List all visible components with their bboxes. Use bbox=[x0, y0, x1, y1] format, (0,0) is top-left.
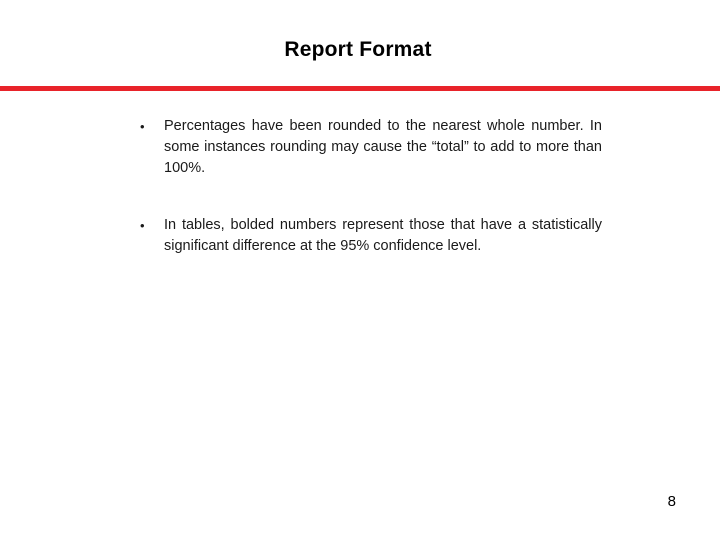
page-number: 8 bbox=[667, 493, 676, 510]
bullet-text: Percentages have been rounded to the nearest whole number. In some instances rounding may cause the “total” to add to more than 100%. bbox=[164, 118, 602, 176]
bullet-dot-icon: • bbox=[140, 119, 145, 134]
slide-title: Report Format bbox=[284, 38, 432, 61]
title-divider bbox=[0, 86, 720, 91]
bullet-dot-icon: • bbox=[140, 218, 145, 233]
bullet-item bbox=[140, 215, 602, 257]
bullet-text: In tables, bolded numbers represent those that have a statistically significant difference at the 95% confidence level. bbox=[164, 217, 602, 254]
bullet-item bbox=[140, 116, 602, 179]
bullet-list bbox=[140, 116, 602, 293]
